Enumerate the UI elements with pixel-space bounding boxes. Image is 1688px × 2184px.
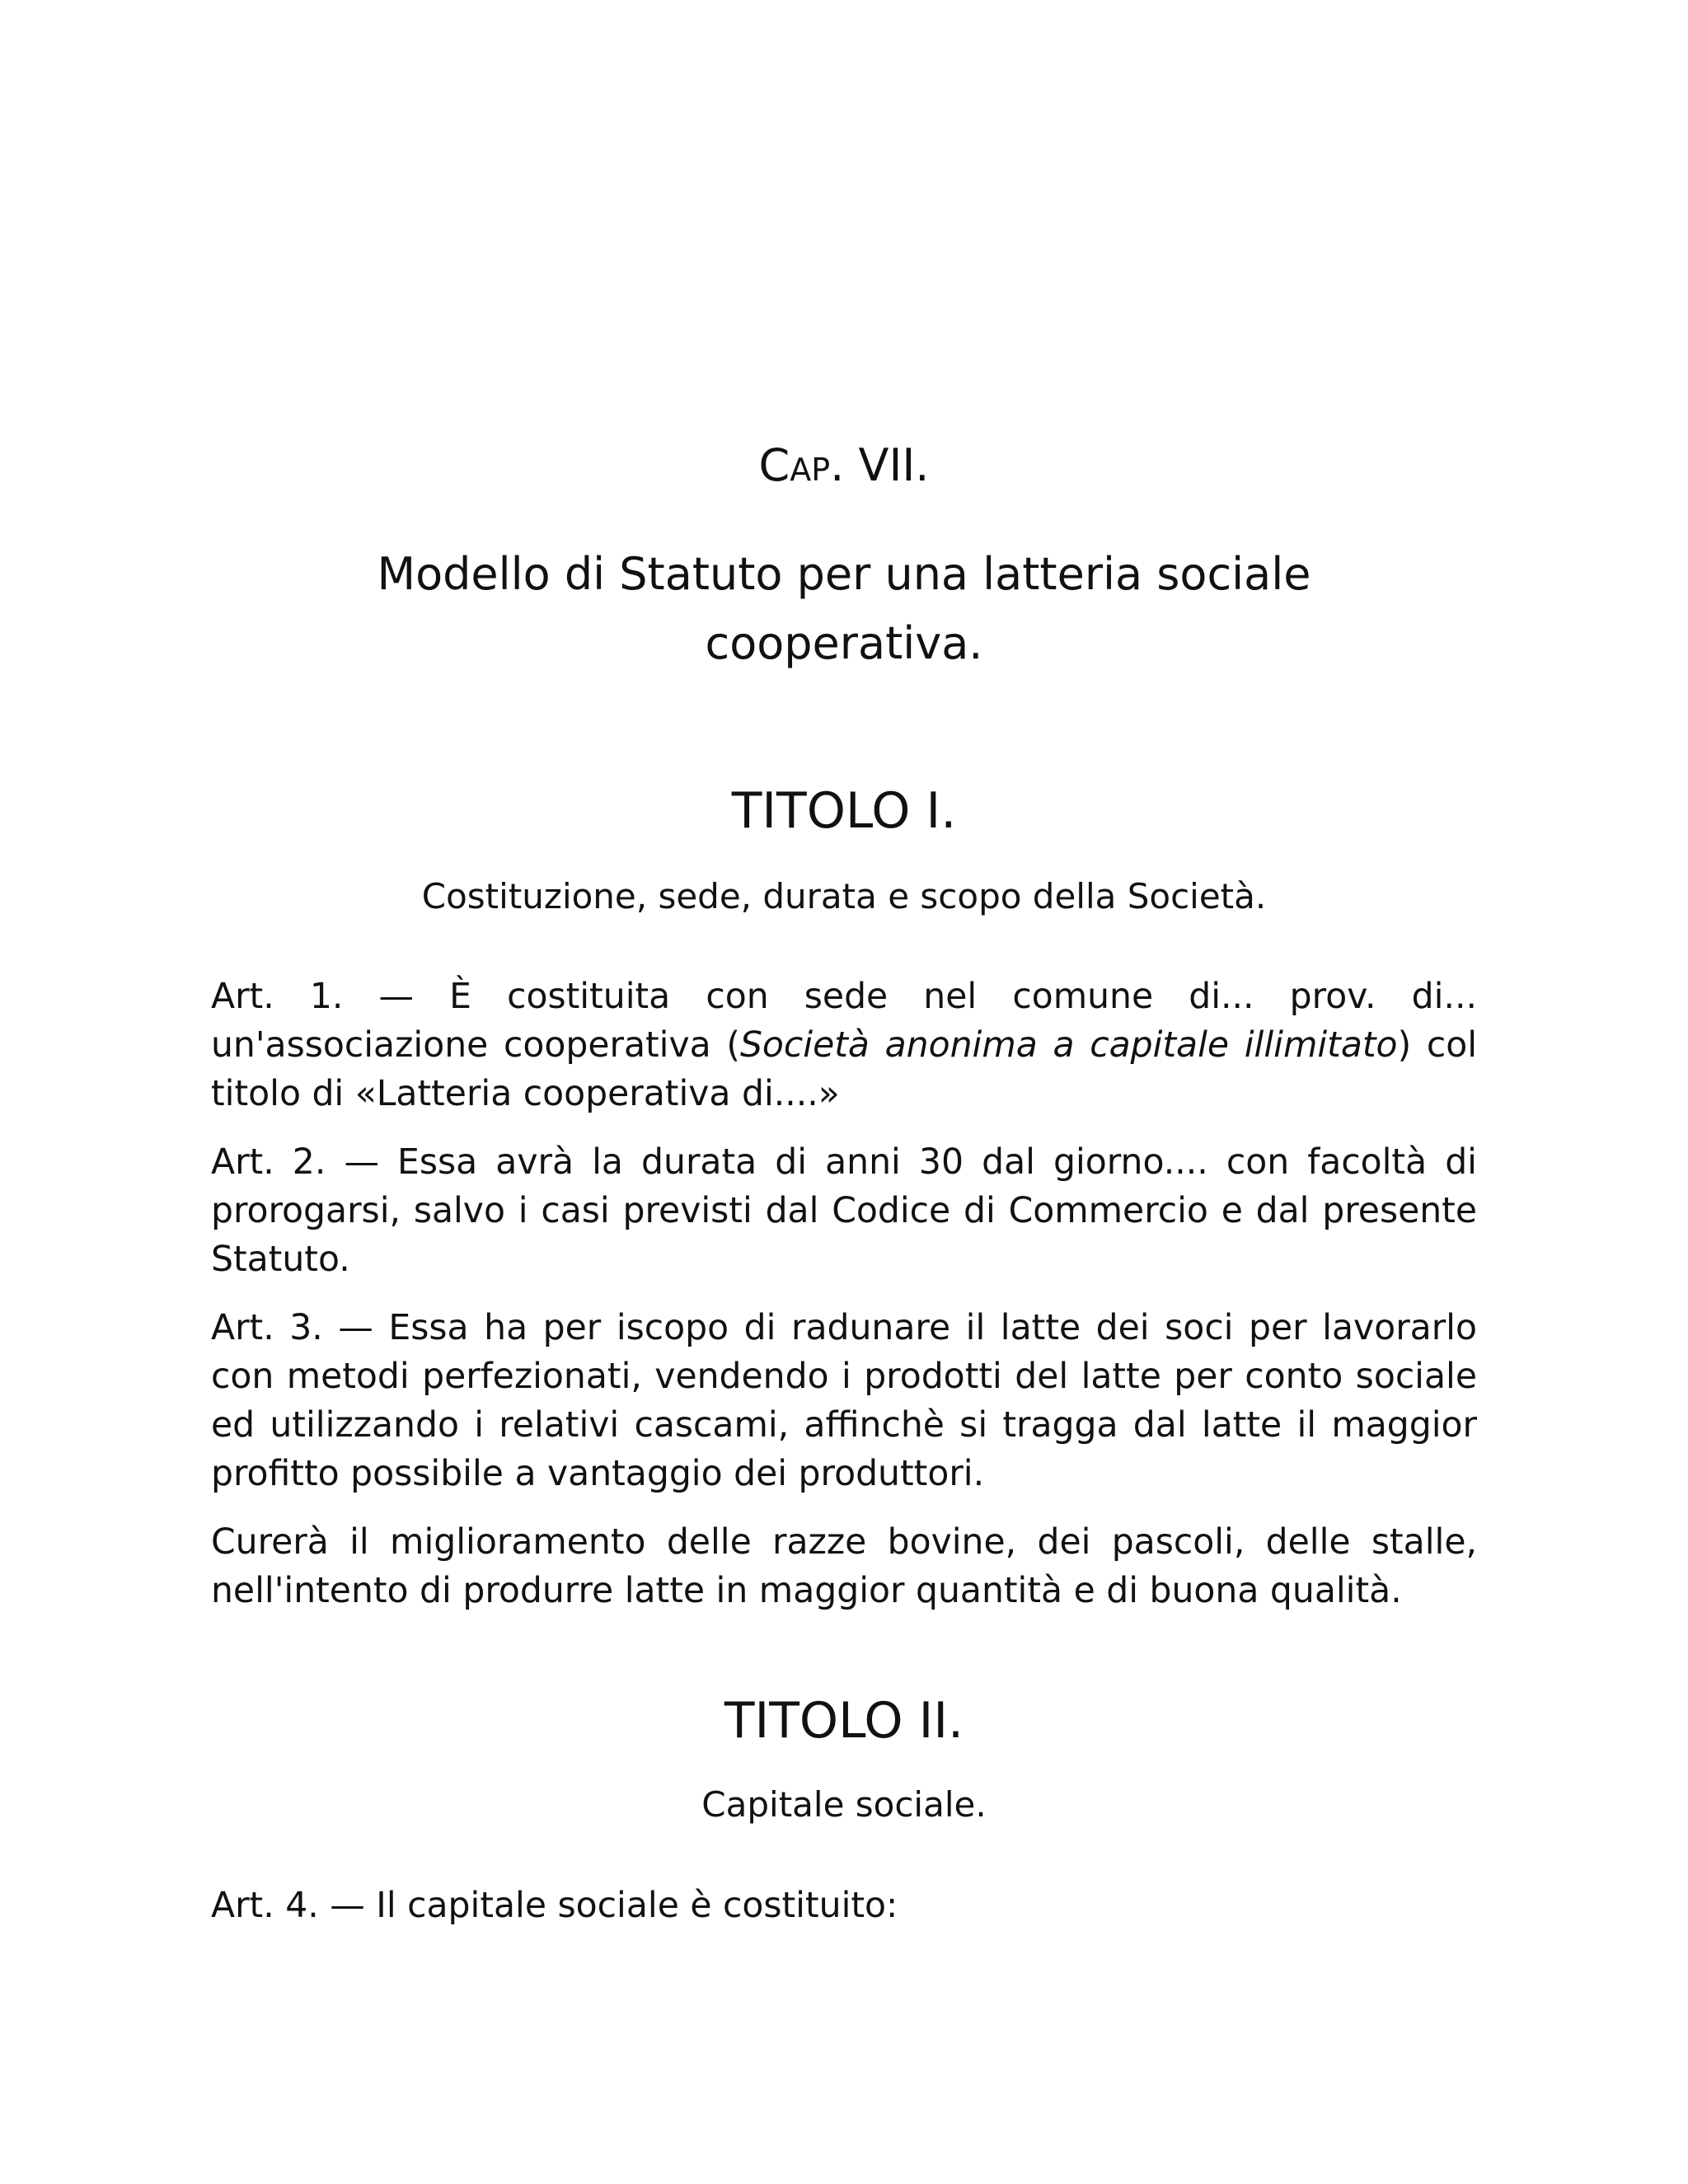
article-2: Art. 2. — Essa avrà la durata di anni 30 dal giorno.... con facoltà di prorogarsi, salvo i casi previsti dal Codice di Commercio e dal presente Statuto.: [211, 1142, 1477, 1280]
titolo-2-heading: TITOLO II.: [724, 1692, 964, 1750]
article-3-continuation: Curerà il miglioramento delle razze bovine, dei pascoli, delle stalle, nell'intento di produrre latte in maggior quantità e di buona qualità.: [211, 1522, 1477, 1611]
chapter-number: . VII.: [830, 439, 930, 491]
article-1-italic: Società anonima a capitale illimitato: [739, 1025, 1398, 1066]
chapter-cap-initial: C: [758, 439, 790, 491]
article-4: Art. 4. — Il capitale sociale è costituito:: [211, 1886, 898, 1926]
article-3: Art. 3. — Essa ha per iscopo di radunare il latte dei soci per lavorarlo con metodi perfezionati, vendendo i prodotti del latte per conto sociale ed utilizzando i relativi cascami, affinchè si tragga dal latte il maggior profitto possibile a vantaggio dei produttori.: [211, 1308, 1477, 1494]
document-title-line-1: Modello di Statuto per una latteria sociale: [377, 548, 1311, 600]
document-title: [0, 540, 1688, 678]
article-1-text-start: Art. 1. — È costituita con sede nel comune di... prov. di... un'associazione cooperativa (: [211, 977, 1477, 1066]
titolo-1-subtitle: Costituzione, sede, durata e scopo della Società.: [421, 876, 1267, 916]
titolo-2-subtitle: Capitale sociale.: [701, 1784, 987, 1825]
articles-section-1: [211, 972, 1477, 1635]
titolo-1-heading: TITOLO I.: [731, 782, 957, 840]
articles-section-2: [211, 1882, 1477, 1950]
document-title-line-2: cooperativa.: [705, 617, 983, 669]
chapter-cap-smallcaps: AP: [790, 452, 831, 488]
article-1-text-end: ) col titolo di «Latteria cooperativa di....»: [211, 1025, 1477, 1114]
chapter-heading: [0, 437, 1688, 499]
article-1: [211, 972, 1477, 1118]
